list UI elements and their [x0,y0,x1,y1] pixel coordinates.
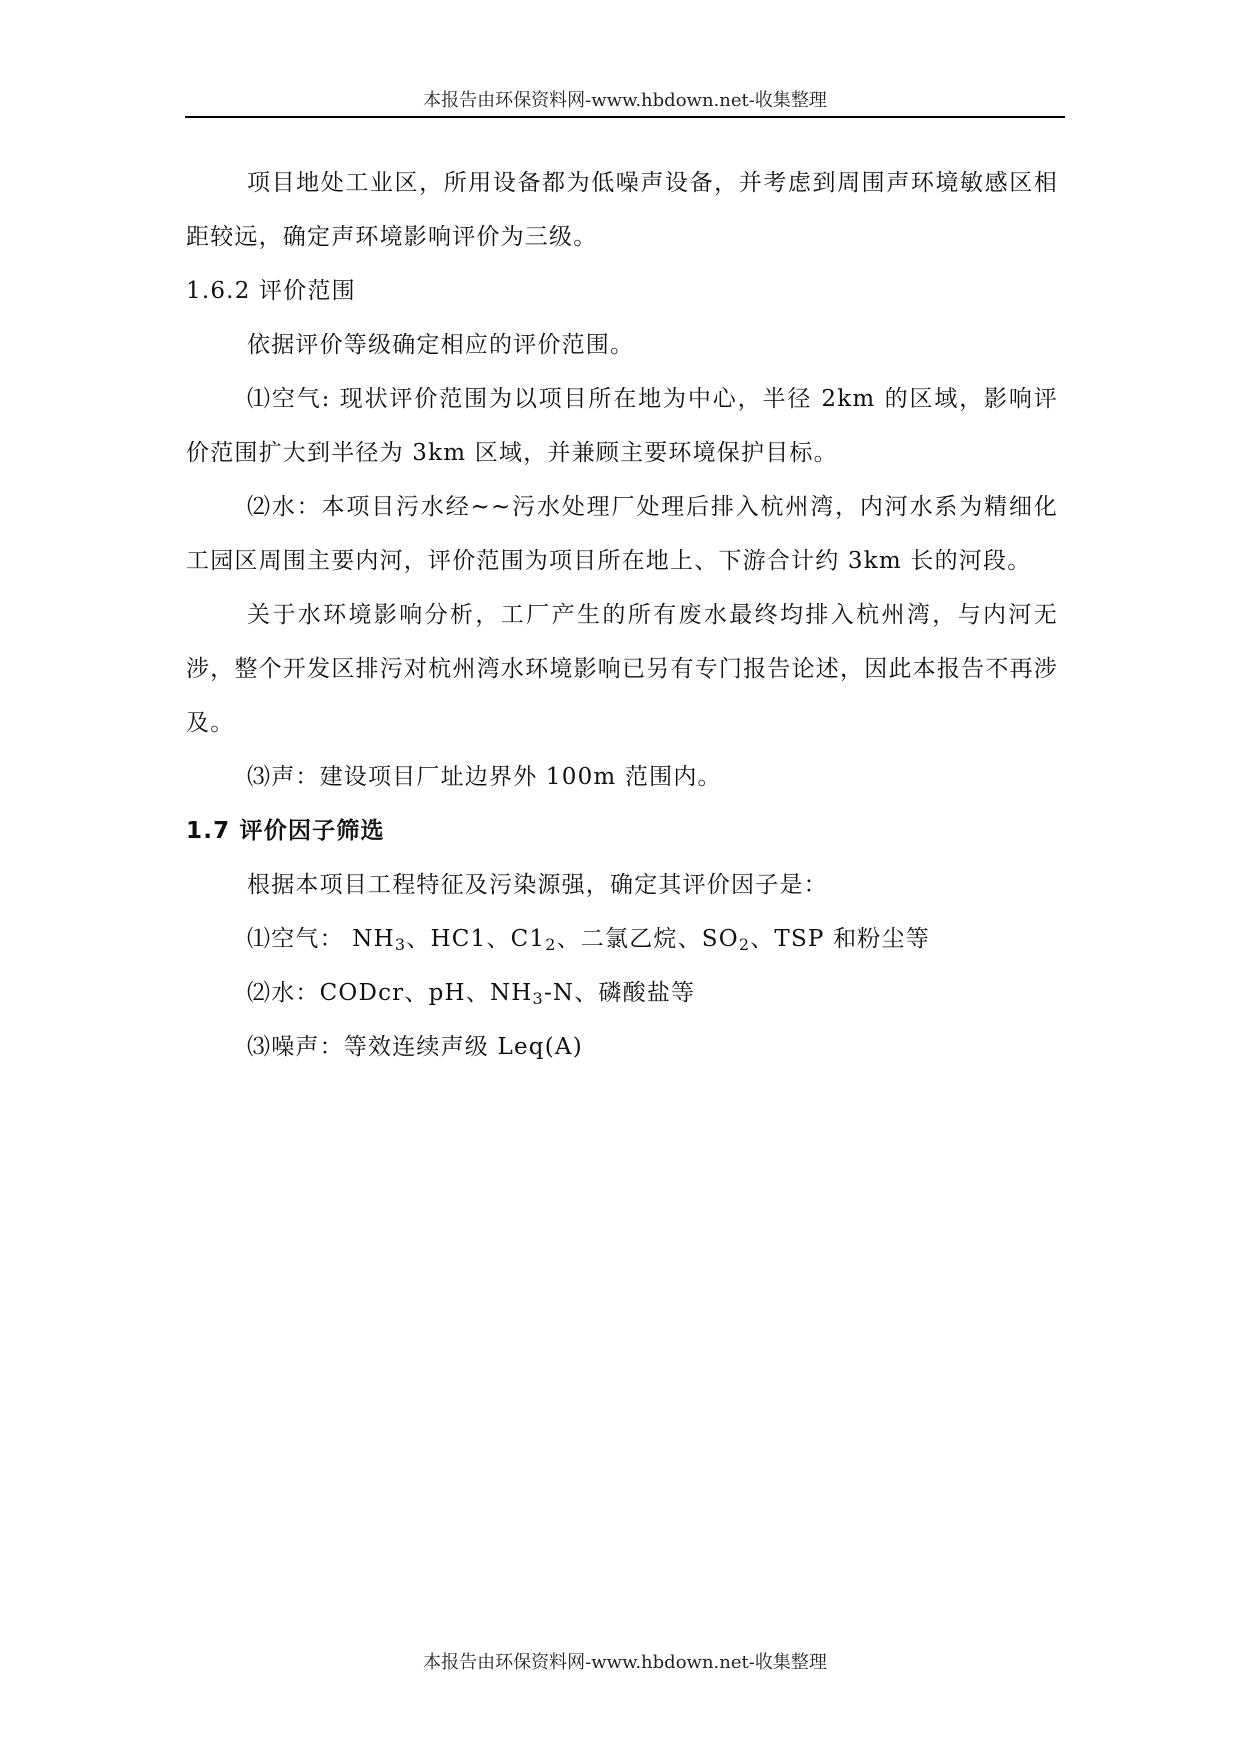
document-body [186,156,1058,1074]
subscript: 3 [394,935,407,954]
factor-water [186,966,1058,1020]
page-footer: 本报告由环保资料网-www.hbdown.net-收集整理 [423,1652,827,1673]
subscript: 3 [532,989,544,1008]
header-rule [185,116,1065,118]
paragraph-water-analysis: 关于水环境影响分析，工厂产生的所有废水最终均排入杭州湾，与内河无涉，整个开发区排污对杭州湾水环境影响已另有专门报告论述，因此本报告不再涉及。 [186,602,1058,736]
section-heading-1-6-2: 1.6.2 评价范围 [186,278,356,304]
section-heading-1-7: 1.7 评价因子筛选 [186,818,385,844]
page-header: 本报告由环保资料网-www.hbdown.net-收集整理 [423,90,827,111]
paragraph-factors-intro: 根据本项目工程特征及污染源强，确定其评价因子是： [247,872,828,898]
factor-noise: ⑶噪声：等效连续声级 Leq(A) [247,1034,583,1060]
factor-air-prefix: ⑴空气： NH [247,926,395,952]
factor-water-suffix: -N、磷酸盐等 [543,980,696,1006]
factor-air [186,912,1058,966]
paragraph-noise-level: 项目地处工业区，所用设备都为低噪声设备，并考虑到周围声环境敏感区相距较远，确定声环境影响评价为三级。 [186,170,1058,250]
factor-air-mid1: 、HC1、C1 [406,926,546,952]
factor-water-prefix: ⑵水：CODcr、pH、NH [247,980,533,1006]
paragraph-water-scope: ⑵水：本项目污水经~~污水处理厂处理后排入杭州湾，内河水系为精细化工园区周围主要内河，评价范围为项目所在地上、下游合计约 3km 长的河段。 [186,494,1058,574]
subscript: 2 [738,935,751,954]
factor-air-mid2: 、二氯乙烷、SO [556,926,739,952]
paragraph-scope-intro: 依据评价等级确定相应的评价范围。 [247,332,635,358]
paragraph-noise-scope: ⑶声：建设项目厂址边界外 100m 范围内。 [247,764,722,790]
factor-air-suffix: 、TSP 和粉尘等 [750,926,930,952]
subscript: 2 [545,935,557,954]
paragraph-air-scope: ⑴空气: 现状评价范围为以项目所在地为中心，半径 2km 的区域，影响评价范围扩大到半径为 3km 区域，并兼顾主要环境保护目标。 [186,386,1058,466]
